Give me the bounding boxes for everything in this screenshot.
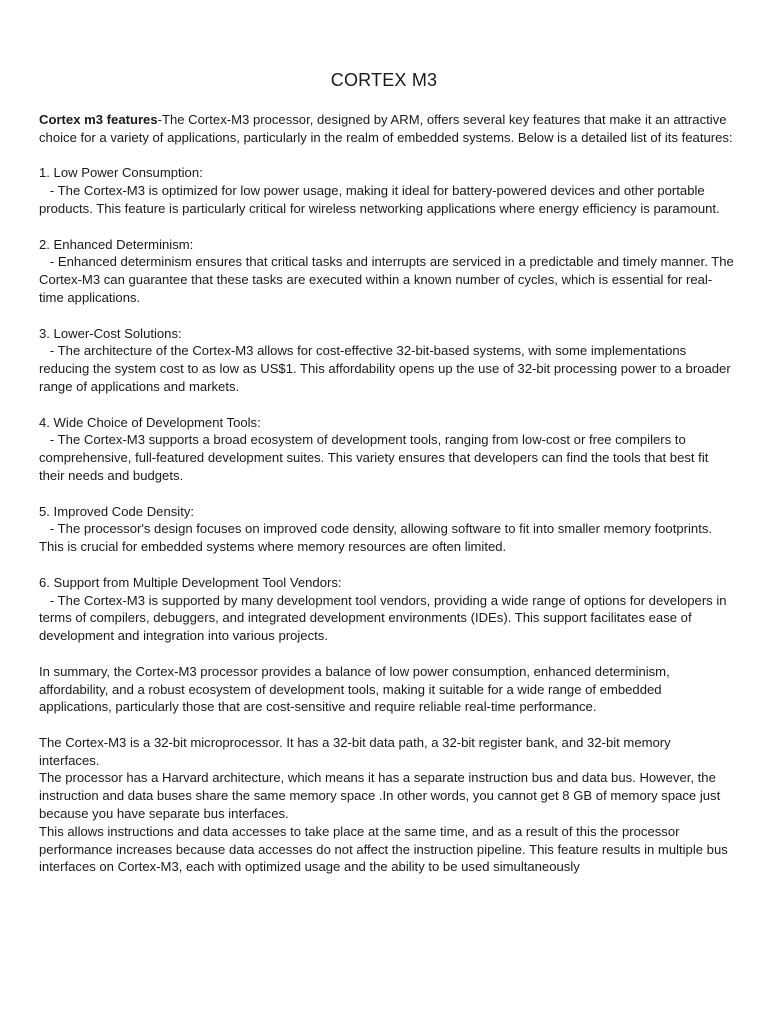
feature-heading: 1. Low Power Consumption: — [39, 165, 203, 181]
feature-body — [39, 592, 734, 645]
page-title: CORTEX M3 — [330, 70, 438, 90]
intro-lead: Cortex m3 features — [39, 112, 158, 127]
feature-body — [39, 431, 734, 484]
summary-paragraph: In summary, the Cortex-M3 processor provides a balance of low power consumption, enhanced determinism, affordability, and a robust ecosystem of development tools, making it suitable for a wide range of embedded applications, particularly those that are cost-sensitive and require reliable real-time performance. — [39, 663, 670, 715]
feature-body-text: - The architecture of the Cortex-M3 allows for cost-effective 32-bit-based systems, with some implementations reducing the system cost to as low as US$1. This affordability opens up the use of 32-bit processing power to a broader range of applications and markets. — [39, 343, 731, 394]
feature-body-text: - The Cortex-M3 is supported by many development tool vendors, providing a wide range of options for developers in terms of compilers, debuggers, and integrated development environments (IDEs). This support facilitates ease of development and integration into various projects. — [39, 592, 727, 644]
feature-heading: 2. Enhanced Determinism: — [39, 236, 194, 252]
feature-body — [39, 342, 734, 395]
architecture-paragraph: The Cortex-M3 is a 32-bit microprocessor. It has a 32-bit data path, a 32-bit register bank, and 32-bit memory interfaces. — [39, 734, 671, 768]
document-body — [39, 111, 734, 876]
feature-heading: 6. Support from Multiple Development Tool Vendors: — [39, 574, 342, 590]
feature-body — [39, 520, 734, 556]
intro-text: -The Cortex-M3 processor, designed by ARM, offers several key features that make it an attractive choice for a variety of applications, particularly in the realm of embedded systems. Below is a detailed list of its features: — [39, 112, 733, 145]
feature-body-text: - Enhanced determinism ensures that critical tasks and interrupts are serviced in a predictable and timely manner. The Cortex-M3 can guarantee that these tasks are executed within a known number of cycles, which is essential for real-time applications. — [39, 254, 734, 305]
architecture-paragraph: This allows instructions and data accesses to take place at the same time, and as a result of this the processor performance increases because data accesses do not affect the instruction pipeline. This feature results in multiple bus interfaces on Cortex-M3, each with optimized usage and the ability to be used simultaneously — [39, 823, 728, 875]
intro-paragraph — [39, 111, 734, 147]
feature-body-text: - The processor's design focuses on improved code density, allowing software to fit into smaller memory footprints. This is crucial for embedded systems where memory resources are often limited. — [39, 521, 713, 555]
feature-heading: 3. Lower-Cost Solutions: — [39, 325, 182, 341]
feature-body — [39, 182, 734, 218]
feature-body — [39, 253, 734, 306]
feature-body-text: - The Cortex-M3 is optimized for low power usage, making it ideal for battery-powered devices and other portable products. This feature is particularly critical for wireless networking applications where energy efficiency is paramount. — [39, 183, 720, 216]
feature-heading: 4. Wide Choice of Development Tools: — [39, 414, 261, 430]
feature-body-text: - The Cortex-M3 supports a broad ecosystem of development tools, ranging from low-cost or free compilers to comprehensive, full-featured development suites. This variety ensures that developers can find the tools that best fit their needs and budgets. — [39, 432, 709, 483]
feature-heading: 5. Improved Code Density: — [39, 503, 195, 519]
architecture-paragraph: The processor has a Harvard architecture, which means it has a separate instruction bus and data bus. However, the instruction and data buses share the same memory space .In other words, you cannot get 8 GB of memory space just because you have separate bus interfaces. — [39, 770, 721, 822]
